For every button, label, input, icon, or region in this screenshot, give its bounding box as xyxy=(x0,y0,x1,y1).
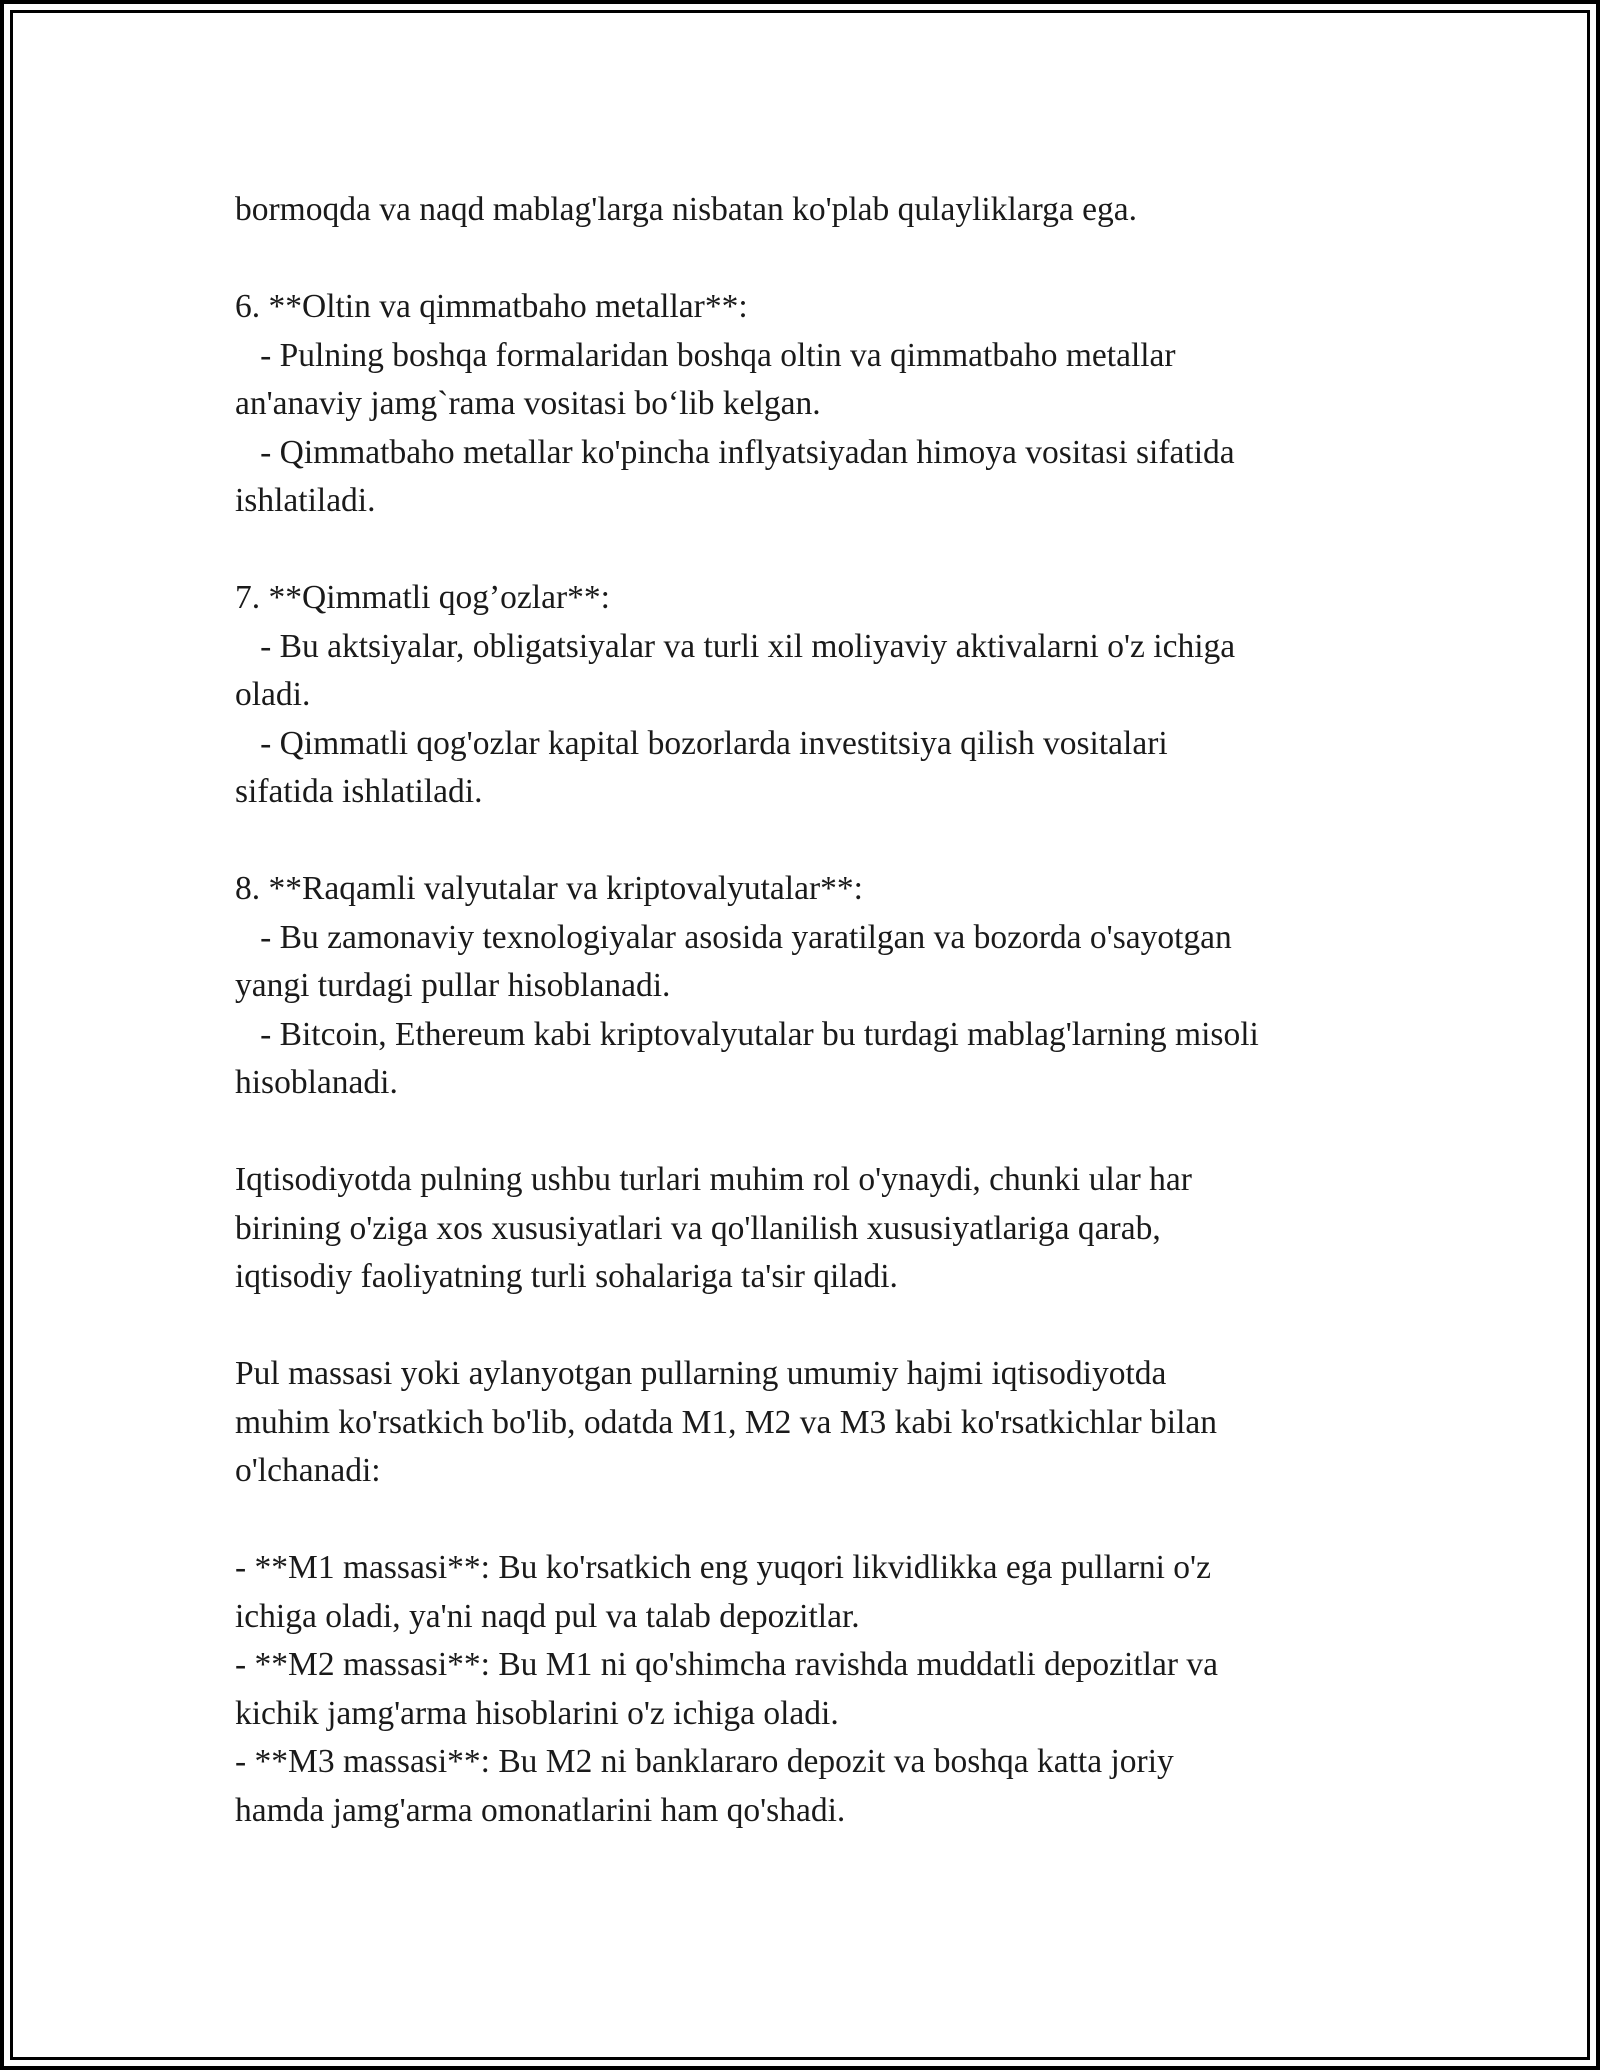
text-line: - Bitcoin, Ethereum kabi kriptovalyutalar bu turdagi mablag'larning misoli xyxy=(235,1015,1259,1053)
text-line: - **M2 massasi**: Bu M1 ni qo'shimcha ravishda muddatli depozitlar va xyxy=(235,1646,1218,1683)
paragraph-spacer xyxy=(235,1496,1375,1545)
text-line: sifatida ishlatiladi. xyxy=(235,773,483,810)
text-line: yangi turdagi pullar hisoblanadi. xyxy=(235,967,671,1004)
text-line: kichik jamg'arma hisoblarini o'z ichiga oladi. xyxy=(235,1694,839,1732)
text-line: - Bu zamonaviy texnologiyalar asosida yaratilgan va bozorda o'sayotgan xyxy=(235,918,1232,956)
paragraph-section-6-gold xyxy=(235,283,1375,526)
text-line: Iqtisodiyotda pulning ushbu turlari muhim rol o'ynaydi, chunki ular har xyxy=(235,1161,1192,1198)
text-line: 7. **Qimmatli qog’ozlar**: xyxy=(235,579,610,616)
paragraph-section-8-digital-currencies xyxy=(235,865,1375,1108)
paragraph-economy-summary xyxy=(235,1156,1375,1302)
text-line: birining o'ziga xos xususiyatlari va qo'llanilish xususiyatlariga qarab, xyxy=(235,1209,1161,1247)
paragraph-spacer xyxy=(235,1108,1375,1157)
text-line: ishlatiladi. xyxy=(235,482,376,519)
text-line: - Bu aktsiyalar, obligatsiyalar va turli xil moliyaviy aktivalarni o'z ichiga xyxy=(235,627,1236,665)
text-line: iqtisodiy faoliyatning turli sohalariga ta'sir qiladi. xyxy=(235,1258,898,1295)
paragraph-money-supply-intro xyxy=(235,1350,1375,1496)
text-line: - **M1 massasi**: Bu ko'rsatkich eng yuqori likvidlikka ega pullarni o'z xyxy=(235,1549,1211,1586)
text-line: bormoqda va naqd mablag'larga nisbatan ko'plab qulayliklarga ega. xyxy=(235,191,1138,228)
text-line: ichiga oladi, ya'ni naqd pul va talab depozitlar. xyxy=(235,1597,860,1635)
text-line: hisoblanadi. xyxy=(235,1064,398,1101)
text-line: muhim ko'rsatkich bo'lib, odatda M1, M2 va M3 kabi ko'rsatkichlar bilan xyxy=(235,1403,1218,1441)
text-line: - Qimmatli qog'ozlar kapital bozorlarda investitsiya qilish vositalari xyxy=(235,724,1168,762)
paragraph-spacer xyxy=(235,235,1375,284)
text-line: o'lchanadi: xyxy=(235,1452,381,1489)
paragraph-spacer xyxy=(235,1302,1375,1351)
text-line: - Qimmatbaho metallar ko'pincha inflyatsiyadan himoya vositasi sifatida xyxy=(235,433,1235,471)
paragraph-spacer xyxy=(235,526,1375,575)
text-line: 6. **Oltin va qimmatbaho metallar**: xyxy=(235,288,748,325)
text-line: oladi. xyxy=(235,676,311,713)
text-line: - Pulning boshqa formalaridan boshqa oltin va qimmatbaho metallar xyxy=(235,336,1176,374)
paragraph-spacer xyxy=(235,817,1375,866)
document-body xyxy=(235,186,1375,1835)
paragraph-money-supply-list xyxy=(235,1544,1375,1835)
text-line: Pul massasi yoki aylanyotgan pullarning umumiy hajmi iqtisodiyotda xyxy=(235,1355,1167,1392)
text-line: an'anaviy jamg`rama vositasi bo‘lib kelgan. xyxy=(235,385,821,422)
paragraph-intro-continuation xyxy=(235,186,1375,235)
text-line: hamda jamg'arma omonatlarini ham qo'shadi. xyxy=(235,1791,846,1829)
text-line: - **M3 massasi**: Bu M2 ni banklararo depozit va boshqa katta joriy xyxy=(235,1743,1174,1780)
text-line: 8. **Raqamli valyutalar va kriptovalyutalar**: xyxy=(235,870,863,907)
paragraph-section-7-securities xyxy=(235,574,1375,817)
